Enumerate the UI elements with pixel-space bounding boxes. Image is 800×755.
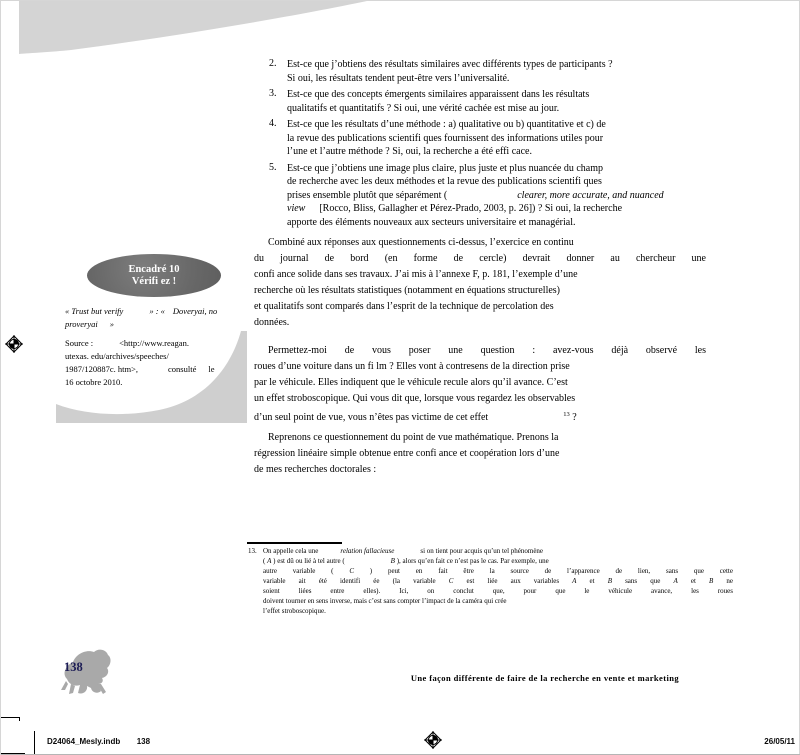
text-line: qualitatifs et quantitatifs ? Si oui, une vérité cachée est mise au jour. [287, 102, 560, 114]
question-list-item [269, 118, 669, 159]
footnote [248, 546, 733, 616]
question-list-item [269, 162, 669, 230]
text-line: autre variable ( C ) peut en fait être la source de l’apparence de lien, sans que cette [263, 567, 733, 575]
text-line: Source : <http://www.reagan. [65, 338, 189, 348]
text-line: par le véhicule. Elles indiquent que le véhicule recule alors qu’il avance. C’est [254, 377, 568, 388]
question-list-item [269, 58, 669, 85]
spacer [345, 562, 391, 563]
text-line: 16 octobre 2010. [65, 377, 123, 387]
text-line: « Trust but verify » : « Doveryai, no [65, 306, 218, 316]
text-line: doivent tourner en sens inverse, mais c’est sans compter l’impact de la caméra qui crée [263, 597, 507, 605]
text-line: Est-ce que des concepts émergents similaires apparaissent dans les résultats [287, 89, 590, 100]
text-line: un effet stroboscopique. Qui vous dit que, lorsque vous regardez les observables [254, 393, 576, 404]
running-title: Une façon différente de faire de la recherche en vente et marketing [410, 673, 679, 683]
list-item-text [287, 118, 669, 159]
sidebar-box-title: Vérifi ez ! [131, 276, 177, 287]
sidebar-box-title-ellipse [87, 254, 221, 297]
text-line: Permettez-moi de vous poser une question : avez-vous déjà observé les [268, 345, 706, 356]
text-line: l’une et l’autre méthode ? Si, oui, la recherche a été effi cace. [287, 146, 532, 157]
spacer [394, 552, 420, 553]
crop-mark [34, 731, 35, 754]
text-line: soient liées entre elles). Ici, on conclut que, pour que le véhicule avance, les roues [263, 587, 733, 595]
slug-date: 26/05/11 [764, 737, 795, 746]
spacer [305, 210, 319, 211]
question-list [269, 58, 669, 232]
text-line: apporte des éléments nouveaux aux secteurs universitaire et managérial. [287, 216, 576, 228]
list-item-number: 5. [269, 161, 277, 173]
crop-mark [1, 717, 19, 718]
paragraph [254, 430, 706, 478]
list-item-number: 3. [269, 88, 277, 99]
slug-page-number: 138 [136, 737, 151, 746]
registration-mark-left [5, 335, 23, 353]
spacer [447, 197, 517, 198]
text-line: 1987/120887c. htm>, consulté le [65, 364, 215, 374]
spacer [98, 326, 110, 327]
list-item-text [287, 162, 669, 230]
paragraph [254, 343, 706, 423]
text-line: Combiné aux réponses aux questionnements ci-dessus, l’exercice en continu [268, 237, 574, 248]
text-line: variable ait été identifi ée (la variable C est liée aux variables A et B sans que A et B ne [263, 577, 733, 585]
list-item-number: 2. [269, 58, 277, 69]
footnote-text [263, 546, 733, 616]
text-line: l’effet stroboscopique. [263, 607, 326, 615]
text-line: d’un seul point de vue, vous n’êtes pas victime de cet effet $^{13}$ ? [254, 411, 577, 423]
question-list-item [269, 88, 669, 115]
text-line: recherche où les résultats statistiques (notamment en équations structurelles) [254, 285, 561, 296]
text-line: ( A ) est dû ou lié à tel autre ( B ), alors qu’en fait ce n’est pas le cas. Par exemple, une [263, 557, 549, 565]
text-line: de recherche avec les deux méthodes et la revue des publications scientifi ques [287, 176, 602, 187]
sidebar-box-label: Encadré 10 [128, 264, 180, 275]
page-number: 138 [64, 660, 83, 674]
footnote-number: 13. [248, 547, 257, 555]
paragraph [254, 235, 706, 331]
sidebar-source [65, 337, 241, 389]
text-line: données. [254, 317, 290, 328]
text-line: Est-ce que j’obtiens une image plus claire, plus juste et plus nuancée du champ [287, 162, 604, 174]
slug-filename [47, 737, 150, 746]
text-line: du journal de bord (en forme de cercle) devrait donner au chercheur une [254, 253, 706, 264]
spacer [93, 345, 119, 346]
text-line: Est-ce que les résultats d’une méthode : a) qualitative ou b) quantitative et c) de [287, 119, 606, 130]
spacer [196, 371, 208, 372]
sidebar-quote [65, 305, 241, 331]
text-line: régression linéaire simple obtenue entre confi ance et coopération lors d’une [254, 448, 560, 459]
spacer [165, 313, 173, 314]
text-line: Est-ce que j’obtiens des résultats similaires avec différents types de participants ? [287, 59, 613, 70]
text-line: proveryai » [65, 319, 114, 329]
text-line: prises ensemble plutôt que séparément ( clearer, more accurate, and nuanced [287, 189, 664, 201]
spacer [138, 371, 168, 372]
text-line: On appelle cela une relation fallacieuse si on tient pour acquis qu’un tel phénomène [263, 547, 544, 555]
spacer [123, 313, 149, 314]
text-line: view [Rocco, Bliss, Gallagher et Pérez-Prado, 2003, p. 26]) ? Si oui, la recherche [287, 203, 623, 214]
slug-filename-text: D24064_Mesly.indb [47, 737, 121, 746]
list-item-text [287, 58, 669, 85]
footnote-reference: 13 [563, 411, 570, 418]
registration-mark-bottom [424, 731, 442, 749]
footnote-separator [247, 542, 342, 544]
crop-mark [19, 717, 20, 721]
top-corner-swoosh [1, 1, 371, 57]
list-item-text [287, 88, 669, 115]
spacer [488, 419, 563, 420]
text-line: Si oui, les résultats tendent peut-être vers l’universalité. [287, 72, 510, 84]
text-line: roues d’une voiture dans un fi lm ? Elles vont à contresens de la direction prise [254, 361, 570, 372]
text-line: et qualitatifs sont comparés dans l’esprit de la technique de percolation des [254, 301, 554, 312]
body-paragraphs [254, 235, 706, 478]
text-line: de mes recherches doctorales : [254, 464, 377, 475]
spacer [318, 552, 340, 553]
text-line: Reprenons ce questionnement du point de vue mathématique. Prenons la [268, 432, 559, 443]
text-line: la revue des publications scientifi ques fournissent des informations utiles pour [287, 132, 604, 144]
list-item-number: 4. [269, 118, 277, 129]
text-line: utexas. edu/archives/speeches/ [65, 351, 169, 361]
text-line: confi ance solide dans ses travaux. J’ai mis à l’annexe F, p. 181, l’exemple d’une [254, 269, 578, 280]
sidebar-box-encadre [54, 249, 247, 424]
